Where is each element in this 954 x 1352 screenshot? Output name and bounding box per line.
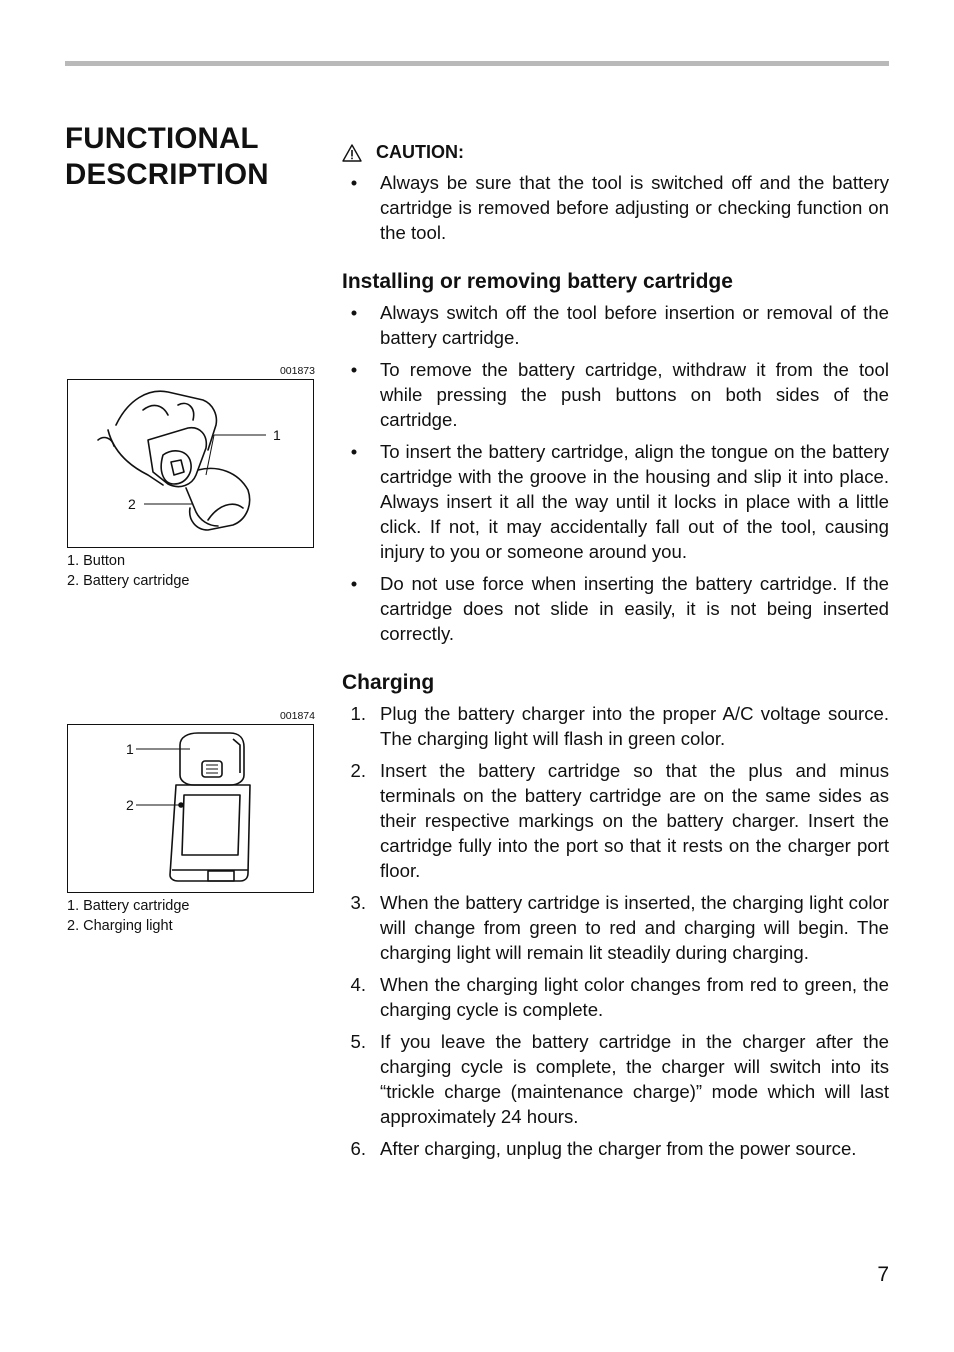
list-item: 3. When the battery cartridge is inserted, the charging light color will change from green to red and charging will begin. The charging light will remain lit steadily during charging. bbox=[350, 892, 889, 963]
caption-charging-light: 2. Charging light bbox=[67, 918, 173, 934]
list-item: 4. When the charging light color changes from red to green, the charging cycle is complete. bbox=[350, 974, 889, 1020]
caption-button: 1. Button bbox=[67, 553, 126, 569]
figure-captions bbox=[67, 551, 190, 591]
figure-id: 001873 bbox=[279, 365, 315, 377]
tool-battery-illustration bbox=[68, 380, 313, 547]
page-title: FUNCTIONAL DESCRIPTION bbox=[65, 122, 269, 191]
figure-captions bbox=[67, 896, 190, 936]
list-item: • To remove the battery cartridge, withdraw it from the tool while pressing the push buttons on both sides of the cartridge. bbox=[350, 359, 889, 430]
main-content bbox=[342, 140, 889, 1168]
section-heading-charging: Charging bbox=[342, 671, 435, 694]
figure-id: 001874 bbox=[279, 710, 315, 722]
top-rule bbox=[65, 61, 889, 66]
caution-list bbox=[342, 170, 889, 245]
caption-battery-cartridge: 1. Battery cartridge bbox=[67, 898, 190, 914]
charger-illustration bbox=[68, 725, 313, 892]
list-item: 1. Plug the battery charger into the proper A/C voltage source. The charging light will flash in green color. bbox=[350, 703, 889, 749]
charging-list bbox=[342, 701, 889, 1161]
figure-frame bbox=[67, 379, 314, 548]
figure-frame bbox=[67, 724, 314, 893]
callout-2: 2 bbox=[126, 797, 134, 813]
section-heading-installing: Installing or removing battery cartridge bbox=[342, 270, 733, 293]
installing-list bbox=[342, 300, 889, 646]
warning-triangle-icon bbox=[342, 144, 362, 162]
callout-2: 2 bbox=[128, 496, 136, 512]
caution-heading bbox=[342, 140, 889, 165]
callout-1: 1 bbox=[126, 741, 134, 757]
list-item: • To insert the battery cartridge, align the tongue on the battery cartridge with the groove in the housing and slip it into place. Always insert it all the way until it locks in place with a little click. If not, it may accidentally fall out of the tool, causing injury to you or someone around you. bbox=[350, 441, 889, 562]
page-number: 7 bbox=[877, 1263, 889, 1286]
caution-label: CAUTION: bbox=[376, 142, 464, 162]
list-item: 5. If you leave the battery cartridge in the charger after the charging cycle is complete, the charger will switch into its “trickle charge (maintenance charge)” mode which will last approximately 24 hours. bbox=[350, 1031, 889, 1127]
list-item: • Always be sure that the tool is switched off and the battery cartridge is removed before adjusting or checking function on the tool. bbox=[350, 172, 889, 243]
list-item: 2. Insert the battery cartridge so that the plus and minus terminals on the battery cartridge are on the same sides as their respective markings on the battery charger. Insert the cartridge fully into the port so that it rests on the charger port floor. bbox=[350, 760, 889, 881]
list-item: 6. After charging, unplug the charger from the power source. bbox=[350, 1138, 857, 1159]
list-item: • Always switch off the tool before insertion or removal of the battery cartridge. bbox=[350, 302, 889, 348]
callout-1: 1 bbox=[273, 427, 281, 443]
list-item: • Do not use force when inserting the battery cartridge. If the cartridge does not slide in easily, it is not being inserted correctly. bbox=[350, 573, 889, 644]
caption-battery-cartridge: 2. Battery cartridge bbox=[67, 573, 190, 589]
